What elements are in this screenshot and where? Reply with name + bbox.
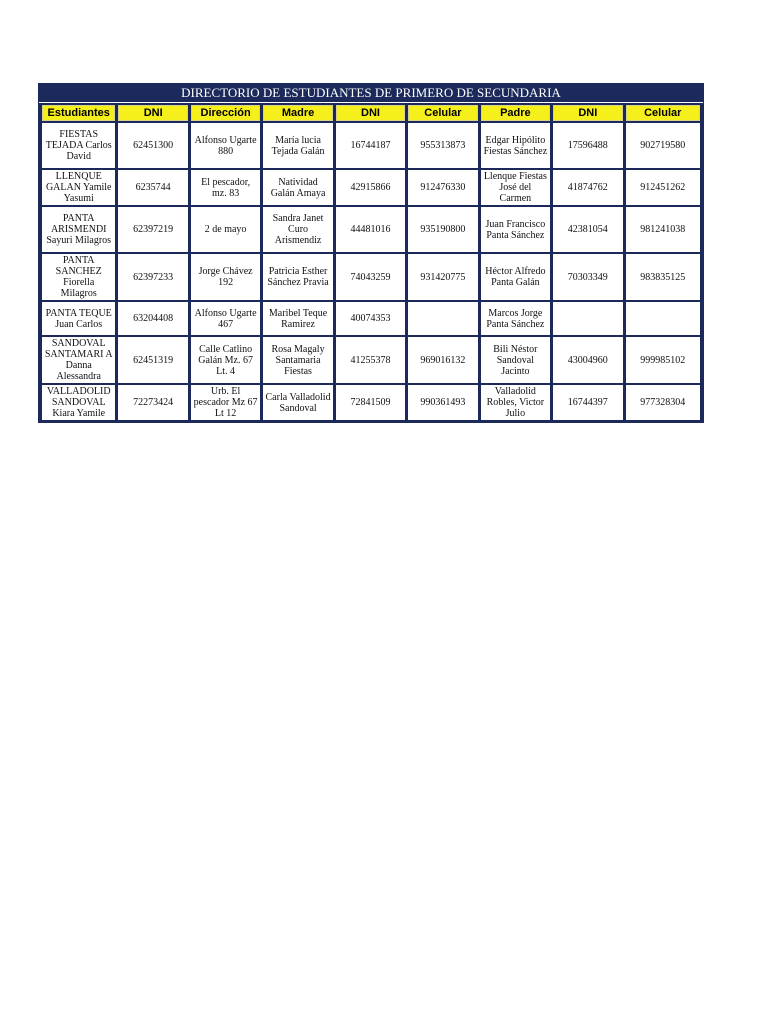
cell-celular-padre: 999985102 <box>626 337 700 383</box>
cell-dni-padre: 42381054 <box>553 207 622 252</box>
cell-madre: María lucia Tejada Galán <box>263 123 332 168</box>
cell-celular-madre: 935190800 <box>408 207 477 252</box>
cell-dni: 62397233 <box>118 254 187 300</box>
cell-padre: Juan Francisco Panta Sánchez <box>481 207 550 252</box>
cell-celular-padre: 902719580 <box>626 123 700 168</box>
cell-celular-padre: 912451262 <box>626 170 700 205</box>
cell-dni: 63204408 <box>118 302 187 335</box>
cell-madre: Patricia Esther Sánchez Pravia <box>263 254 332 300</box>
cell-dni-padre: 41874762 <box>553 170 622 205</box>
cell-dni: 6235744 <box>118 170 187 205</box>
cell-madre: Natividad Galán Amaya <box>263 170 332 205</box>
cell-padre: Valladolid Robles, Victor Julio <box>481 385 550 420</box>
cell-padre: Bili Néstor Sandoval Jacinto <box>481 337 550 383</box>
cell-celular-padre: 977328304 <box>626 385 700 420</box>
col-header-madre: Madre <box>263 105 332 121</box>
cell-celular-madre: 931420775 <box>408 254 477 300</box>
col-header-estudiantes: Estudiantes <box>42 105 115 121</box>
cell-dni: 72273424 <box>118 385 187 420</box>
cell-dni-padre: 17596488 <box>553 123 622 168</box>
cell-celular-padre <box>626 302 700 335</box>
cell-dni: 62451300 <box>118 123 187 168</box>
cell-direccion: El pescador, mz. 83 <box>191 170 260 205</box>
student-directory-table-container <box>38 83 704 423</box>
col-header-dni-estudiante: DNI <box>118 105 187 121</box>
cell-celular-madre: 990361493 <box>408 385 477 420</box>
col-header-celular-madre: Celular <box>408 105 477 121</box>
cell-celular-madre <box>408 302 477 335</box>
cell-celular-padre: 981241038 <box>626 207 700 252</box>
cell-dni-madre: 41255378 <box>336 337 405 383</box>
cell-estudiante: PANTA SANCHEZ Fiorella Milagros <box>42 254 115 300</box>
cell-celular-padre: 983835125 <box>626 254 700 300</box>
cell-madre: Rosa Magaly Santamaria Fiestas <box>263 337 332 383</box>
cell-madre: Maribel Teque Ramirez <box>263 302 332 335</box>
cell-dni-madre: 16744187 <box>336 123 405 168</box>
col-header-dni-madre: DNI <box>336 105 405 121</box>
table-row <box>42 302 700 335</box>
cell-dni-madre: 42915866 <box>336 170 405 205</box>
cell-direccion: Alfonso Ugarte 467 <box>191 302 260 335</box>
col-header-direccion: Dirección <box>191 105 260 121</box>
cell-madre: Carla Valladolid Sandoval <box>263 385 332 420</box>
cell-padre: Edgar Hipólito Fiestas Sánchez <box>481 123 550 168</box>
table-row <box>42 207 700 252</box>
cell-direccion: 2 de mayo <box>191 207 260 252</box>
col-header-dni-padre: DNI <box>553 105 622 121</box>
cell-celular-madre: 969016132 <box>408 337 477 383</box>
cell-dni-madre: 40074353 <box>336 302 405 335</box>
table-row <box>42 254 700 300</box>
table-title: DIRECTORIO DE ESTUDIANTES DE PRIMERO DE SECUNDARIA <box>39 84 703 103</box>
cell-padre: Llenque Fiestas José del Carmen <box>481 170 550 205</box>
cell-dni-padre <box>553 302 622 335</box>
cell-celular-madre: 912476330 <box>408 170 477 205</box>
table-row <box>42 170 700 205</box>
cell-padre: Héctor Alfredo Panta Galán <box>481 254 550 300</box>
cell-madre: Sandra Janet Curo Arismendiz <box>263 207 332 252</box>
cell-dni-padre: 70303349 <box>553 254 622 300</box>
cell-dni-madre: 72841509 <box>336 385 405 420</box>
cell-dni-madre: 44481016 <box>336 207 405 252</box>
cell-direccion: Calle Catlino Galán Mz. 67 Lt. 4 <box>191 337 260 383</box>
col-header-celular-padre: Celular <box>626 105 700 121</box>
cell-direccion: Jorge Chávez 192 <box>191 254 260 300</box>
cell-estudiante: PANTA ARISMENDI Sayuri Milagros <box>42 207 115 252</box>
table-row <box>42 337 700 383</box>
cell-estudiante: VALLADOLID SANDOVAL Kiara Yamile <box>42 385 115 420</box>
cell-dni-madre: 74043259 <box>336 254 405 300</box>
table-row <box>42 123 700 168</box>
cell-dni: 62451319 <box>118 337 187 383</box>
cell-padre: Marcos Jorge Panta Sánchez <box>481 302 550 335</box>
cell-celular-madre: 955313873 <box>408 123 477 168</box>
cell-dni-padre: 43004960 <box>553 337 622 383</box>
cell-estudiante: PANTA TEQUE Juan Carlos <box>42 302 115 335</box>
student-directory-table <box>39 103 703 422</box>
cell-estudiante: LLENQUE GALAN Yamile Yasumi <box>42 170 115 205</box>
cell-estudiante: FIESTAS TEJADA Carlos David <box>42 123 115 168</box>
cell-direccion: Urb. El pescador Mz 67 Lt 12 <box>191 385 260 420</box>
col-header-padre: Padre <box>481 105 550 121</box>
cell-dni: 62397219 <box>118 207 187 252</box>
cell-dni-padre: 16744397 <box>553 385 622 420</box>
cell-estudiante: SANDOVAL SANTAMARI A Danna Alessandra <box>42 337 115 383</box>
table-row <box>42 385 700 420</box>
cell-direccion: Alfonso Ugarte 880 <box>191 123 260 168</box>
header-row <box>42 105 700 121</box>
